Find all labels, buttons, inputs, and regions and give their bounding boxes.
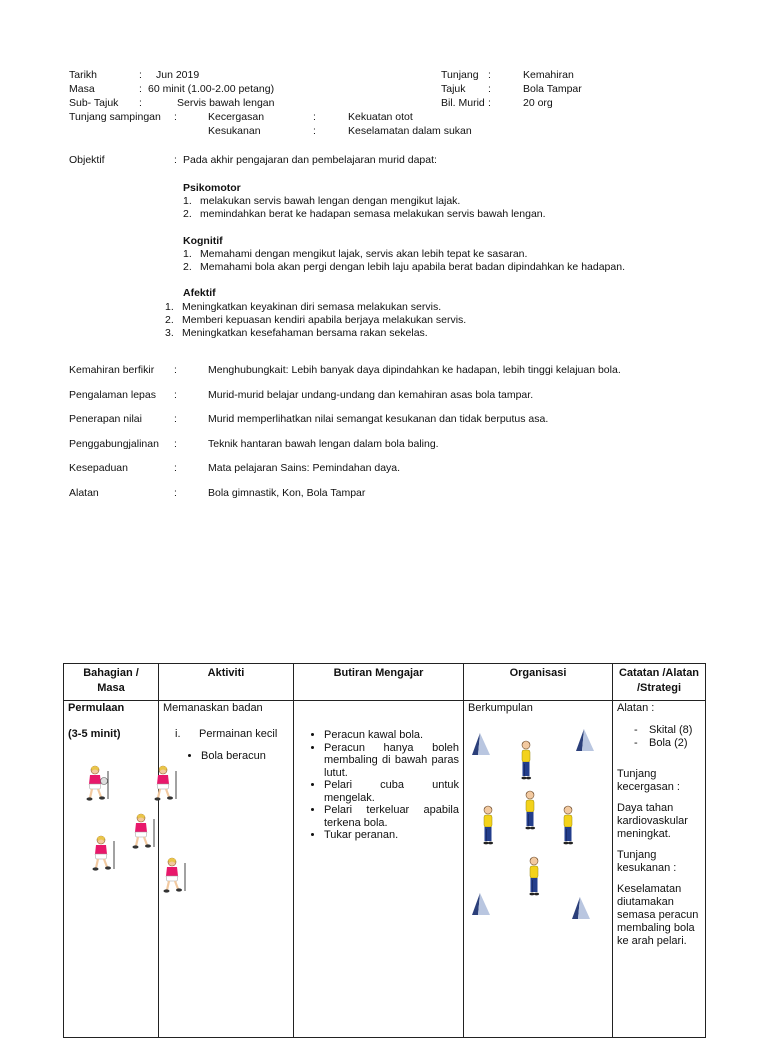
colon: : (139, 97, 142, 109)
kemahiran-berfikir-label: Kemahiran berfikir (69, 364, 155, 376)
tunjang-kesukanan: Tunjang kesukanan : (617, 849, 677, 874)
list-item: - Bola (2) (634, 737, 688, 749)
list-item: • Peracun kawal bola. (324, 729, 459, 742)
alatan-value: Bola gimnastik, Kon, Bola Tampar (208, 487, 366, 499)
tarikh-value: Jun 2019 (156, 69, 200, 81)
masa-value: 60 minit (1.00-2.00 petang) (148, 83, 275, 95)
cone-icon (572, 897, 592, 921)
aktiviti-number: i. (175, 728, 181, 740)
cone-icon (472, 733, 492, 757)
list-item: 1. Meningkatkan keyakinan diri semasa melakukan servis. (165, 301, 442, 313)
colon: : (174, 462, 177, 474)
colon: : (313, 125, 316, 137)
tunjang-label: Tunjang (441, 69, 479, 81)
aktiviti-sub: Permainan kecil (199, 728, 278, 740)
catatan-alatan: Alatan : (617, 702, 655, 714)
bahagian-masa: (3-5 minit) (68, 728, 121, 740)
list-item: • Bola beracun (201, 750, 289, 763)
list-item: 1. melakukan servis bawah lengan dengan mengikut lajak. (183, 195, 461, 207)
cell-bahagian (64, 701, 159, 1038)
tunjang-kecergasan: Tunjang kecergasan : (617, 768, 680, 793)
cell-aktiviti (159, 701, 294, 1038)
kesepaduan-value: Mata pelajaran Sains: Pemindahan daya. (208, 462, 401, 474)
alatan-label: Alatan (69, 487, 99, 499)
kecergasan-label: Kecergasan (208, 111, 265, 123)
kemahiran-berfikir-value: Menghubungkait: Lebih banyak daya dipindahkan ke hadapan, lebih tinggi kelajuan bola. (208, 364, 621, 376)
afektif-list (165, 301, 467, 340)
table-header-row (64, 664, 706, 701)
penerapan-nilai-value: Murid memperlihatkan nilai semangat kesukanan dan tidak berputus asa. (208, 413, 549, 425)
pengalaman-lepas-label: Pengalaman lepas (69, 389, 156, 401)
player-girl-icon (86, 765, 110, 801)
kognitif-title: Kognitif (183, 235, 223, 247)
list-item: - Skital (8) (634, 724, 693, 736)
list-item: • Pelari terkeluar apabila terkena bola. (324, 804, 459, 829)
objektif-intro: Pada akhir pengajaran dan pembelajaran murid dapat: (183, 154, 437, 166)
colon: : (313, 111, 316, 123)
colon: : (488, 97, 491, 109)
organisasi-title: Berkumpulan (468, 702, 533, 714)
kognitif-list (183, 248, 625, 274)
kecergasan-text: Daya tahan kardiovaskular meningkat. (617, 802, 688, 840)
cell-butiran (294, 701, 464, 1038)
masa-label: Masa (69, 83, 95, 95)
colon: : (174, 364, 177, 376)
player-boy-icon (482, 802, 494, 848)
player-girl-icon (163, 857, 187, 893)
list-item: • Pelari cuba untuk mengelak. (324, 779, 459, 804)
aktiviti-subitem (163, 727, 289, 741)
kesukanan-text: Keselamatan diutamakan semasa peracun membaling bola ke arah pelari. (617, 883, 699, 947)
colon: : (488, 69, 491, 81)
list-item: 2. Memahami bola akan pergi dengan lebih laju apabila berat badan dipindahkan ke hadapan. (183, 261, 625, 273)
colon: : (139, 83, 142, 95)
cell-catatan (613, 701, 706, 1038)
bil-murid-label: Bil. Murid (441, 97, 485, 109)
tunjang-value: Kemahiran (523, 69, 574, 81)
tarikh-label: Tarikh (69, 69, 98, 81)
butiran-list (298, 729, 459, 842)
aktiviti-title: Memanaskan badan (163, 702, 263, 714)
list-item: 3. Meningkatkan kesefahaman bersama rakan sekelas. (165, 327, 428, 339)
colon: : (139, 69, 142, 81)
lesson-plan-table (63, 663, 706, 1038)
player-boy-icon (562, 802, 574, 848)
colon: : (174, 413, 177, 425)
colon: : (488, 83, 491, 95)
psikomotor-title: Psikomotor (183, 182, 241, 194)
catatan-alatan-list (617, 724, 701, 750)
list-item: 2. memindahkan berat ke hadapan semasa melakukan servis bawah lengan. (183, 208, 546, 220)
player-boy-icon (520, 737, 532, 783)
header-butiran: Butiran Mengajar (294, 664, 464, 701)
tunjang-sampingan-label: Tunjang sampingan (69, 111, 161, 123)
header-catatan: Catatan /Alatan /Strategi (613, 664, 706, 701)
list-item: 2. Memberi kepuasan kendiri apabila berjaya melakukan servis. (165, 314, 467, 326)
header-bahagian: Bahagian / Masa (64, 664, 159, 701)
bil-murid-value: 20 org (523, 97, 553, 109)
list-item: • Tukar peranan. (324, 829, 459, 842)
header-aktiviti: Aktiviti (159, 664, 294, 701)
colon: : (174, 487, 177, 499)
list-item: • Peracun hanya boleh membaling di bawah paras lutut. (324, 742, 459, 780)
kesepaduan-label: Kesepaduan (69, 462, 128, 474)
player-girl-icon (92, 835, 116, 871)
penerapan-nilai-label: Penerapan nilai (69, 413, 142, 425)
player-boy-icon (524, 787, 536, 833)
colon: : (174, 438, 177, 450)
kesukanan-value: Keselamatan dalam sukan (348, 125, 472, 137)
kesukanan-label: Kesukanan (208, 125, 261, 137)
afektif-title: Afektif (183, 287, 216, 299)
kecergasan-value: Kekuatan otot (348, 111, 413, 123)
bahagian-title: Permulaan (68, 702, 125, 714)
player-boy-icon (528, 853, 540, 899)
subtajuk-value: Servis bawah lengan (177, 97, 275, 109)
list-item: 1. Memahami dengan mengikut lajak, servis akan lebih tepat ke sasaran. (183, 248, 528, 260)
psikomotor-list (183, 195, 546, 221)
cone-icon (472, 893, 492, 917)
objektif-label: Objektif (69, 154, 105, 166)
tajuk-label: Tajuk (441, 83, 466, 95)
player-girl-icon (132, 813, 156, 849)
colon: : (174, 389, 177, 401)
pengalaman-lepas-value: Murid-murid belajar undang-undang dan kemahiran asas bola tampar. (208, 389, 534, 401)
colon: : (174, 154, 177, 166)
cell-organisasi (464, 701, 613, 1038)
header-organisasi: Organisasi (464, 664, 613, 701)
cone-icon (576, 729, 596, 753)
subtajuk-label: Sub- Tajuk (69, 97, 119, 109)
colon: : (174, 111, 177, 123)
tajuk-value: Bola Tampar (523, 83, 582, 95)
aktiviti-bullets (163, 750, 289, 763)
table-row (64, 701, 706, 1038)
penggabungjalinan-value: Teknik hantaran bawah lengan dalam bola baling. (208, 438, 439, 450)
penggabungjalinan-label: Penggabungjalinan (69, 438, 159, 450)
